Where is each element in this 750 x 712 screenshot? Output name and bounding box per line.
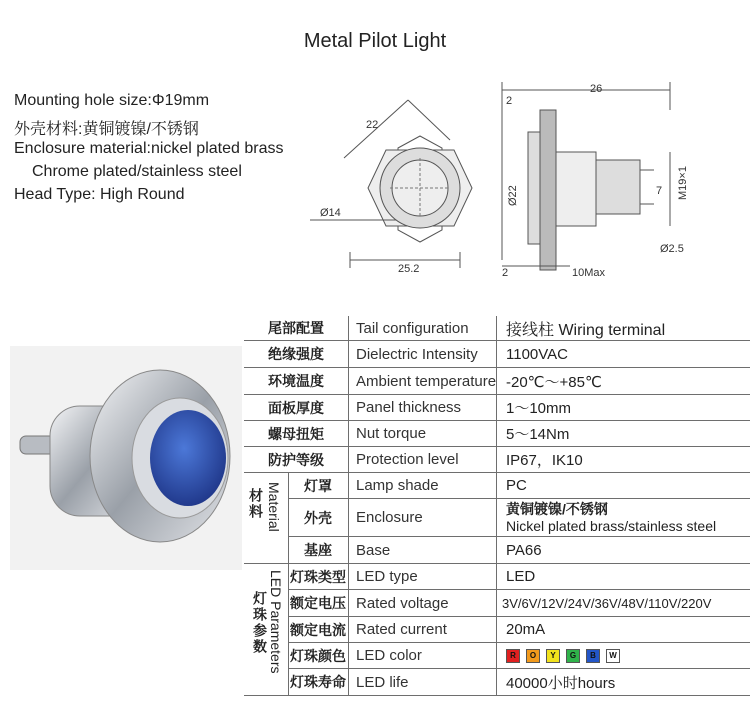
dim-side-thread: M19×1 xyxy=(677,166,689,200)
dim-front-diameter: Ø14 xyxy=(320,207,341,219)
mounting-hole-size: Mounting hole size:Φ19mm xyxy=(14,92,210,109)
led-color-chip: O xyxy=(526,649,540,663)
row-lampshade-cn: 灯罩 xyxy=(304,477,332,494)
led-group-en: LED Parameters xyxy=(268,570,284,674)
row-dielectric-val: 1100VAC xyxy=(506,345,568,363)
product-photo xyxy=(10,346,242,570)
side-view-drawing xyxy=(502,82,689,279)
row-current-val: 20mA xyxy=(506,621,546,638)
row-voltage-cn: 额定电压 xyxy=(290,595,346,611)
row-enclosure-val2: Nickel plated brass/stainless steel xyxy=(506,518,717,534)
row-ledtype-cn: 灯珠类型 xyxy=(290,568,346,585)
spec-table xyxy=(244,316,750,696)
enclosure-material: Enclosure material:nickel plated brass xyxy=(14,140,284,157)
row-lampshade-en: Lamp shade xyxy=(356,477,439,494)
row-ambient-val: -20℃～+85℃ xyxy=(506,373,602,391)
dim-side-thickness-top: 2 xyxy=(506,95,513,107)
row-color-cn: 灯珠颜色 xyxy=(290,647,346,664)
dim-side-diameter: Ø22 xyxy=(507,185,519,206)
page-title: Metal Pilot Light xyxy=(303,30,447,52)
row-life-cn: 灯珠寿命 xyxy=(290,674,346,690)
row-enclosure-cn: 外壳 xyxy=(304,509,332,526)
pilot-light-image xyxy=(10,346,242,570)
row-enclosure-val: 黄铜镀镍/不锈钢 xyxy=(506,501,608,517)
row-current-cn: 额定电流 xyxy=(290,621,346,638)
led-color-chip: G xyxy=(566,649,580,663)
dim-side-pin-diameter: Ø2.5 xyxy=(660,243,684,255)
row-torque-en: Nut torque xyxy=(356,425,427,442)
row-lampshade-val: PC xyxy=(506,477,527,494)
led-color-chips xyxy=(506,643,750,668)
row-dielectric-en: Dielectric Intensity xyxy=(356,345,478,363)
row-current-en: Rated current xyxy=(356,621,447,638)
front-view-drawing xyxy=(310,100,472,275)
row-ambient-en: Ambient temperature xyxy=(356,372,496,390)
head-type: Head Type: High Round xyxy=(14,186,185,203)
dim-side-thickness-bottom: 2 xyxy=(502,267,509,279)
row-torque-val: 5～14Nm xyxy=(506,426,570,443)
material-group-en: Material xyxy=(266,482,282,532)
row-protection-cn: 防护等级 xyxy=(268,451,324,468)
row-tail-val: 接线柱 Wiring terminal xyxy=(506,321,666,339)
row-voltage-en: Rated voltage xyxy=(356,594,449,612)
row-ledtype-en: LED type xyxy=(356,568,418,585)
row-life-val: 40000小时hours xyxy=(506,674,616,692)
row-torque-cn: 螺母扭矩 xyxy=(268,425,324,442)
led-color-chip: W xyxy=(606,649,620,663)
shell-material-cn: 外壳材料:黄铜镀镍/不锈钢 xyxy=(14,121,199,138)
row-enclosure-en: Enclosure xyxy=(356,509,423,526)
row-base-cn: 基座 xyxy=(304,542,332,558)
row-base-val: PA66 xyxy=(506,541,542,559)
chrome-plated: Chrome plated/stainless steel xyxy=(32,163,242,180)
row-life-en: LED life xyxy=(356,673,409,691)
row-base-en: Base xyxy=(356,541,391,559)
dimension-drawings xyxy=(290,70,750,290)
led-group-cn: 灯珠参数 xyxy=(252,591,268,655)
row-panel-en: Panel thickness xyxy=(356,399,462,416)
row-color-en: LED color xyxy=(356,647,422,664)
led-color-chip: Y xyxy=(546,649,560,663)
row-tail-cn: 尾部配置 xyxy=(268,320,324,336)
led-color-chip: R xyxy=(506,649,520,663)
dim-front-width: 25.2 xyxy=(398,263,420,275)
dim-side-length: 26 xyxy=(590,83,603,95)
row-panel-cn: 面板厚度 xyxy=(268,399,324,416)
dim-side-pin-spacing: 7 xyxy=(656,185,663,197)
row-panel-val: 1～10mm xyxy=(506,400,572,417)
row-dielectric-cn: 绝缘强度 xyxy=(268,346,324,362)
dim-side-panel-max: 10Max xyxy=(572,267,606,279)
row-tail-en: Tail configuration xyxy=(356,319,469,337)
row-protection-en: Protection level xyxy=(356,451,459,468)
row-protection-val: IP67，IK10 xyxy=(506,452,583,469)
lens-shape xyxy=(150,410,226,506)
dim-front-hex: 22 xyxy=(366,119,379,131)
row-ambient-cn: 环境温度 xyxy=(268,373,324,389)
material-group-cn: 材料 xyxy=(248,488,264,520)
row-ledtype-val: LED xyxy=(506,568,536,585)
row-voltage-val: 3V/6V/12V/24V/36V/48V/110V/220V xyxy=(502,595,712,611)
led-color-chip: B xyxy=(586,649,600,663)
